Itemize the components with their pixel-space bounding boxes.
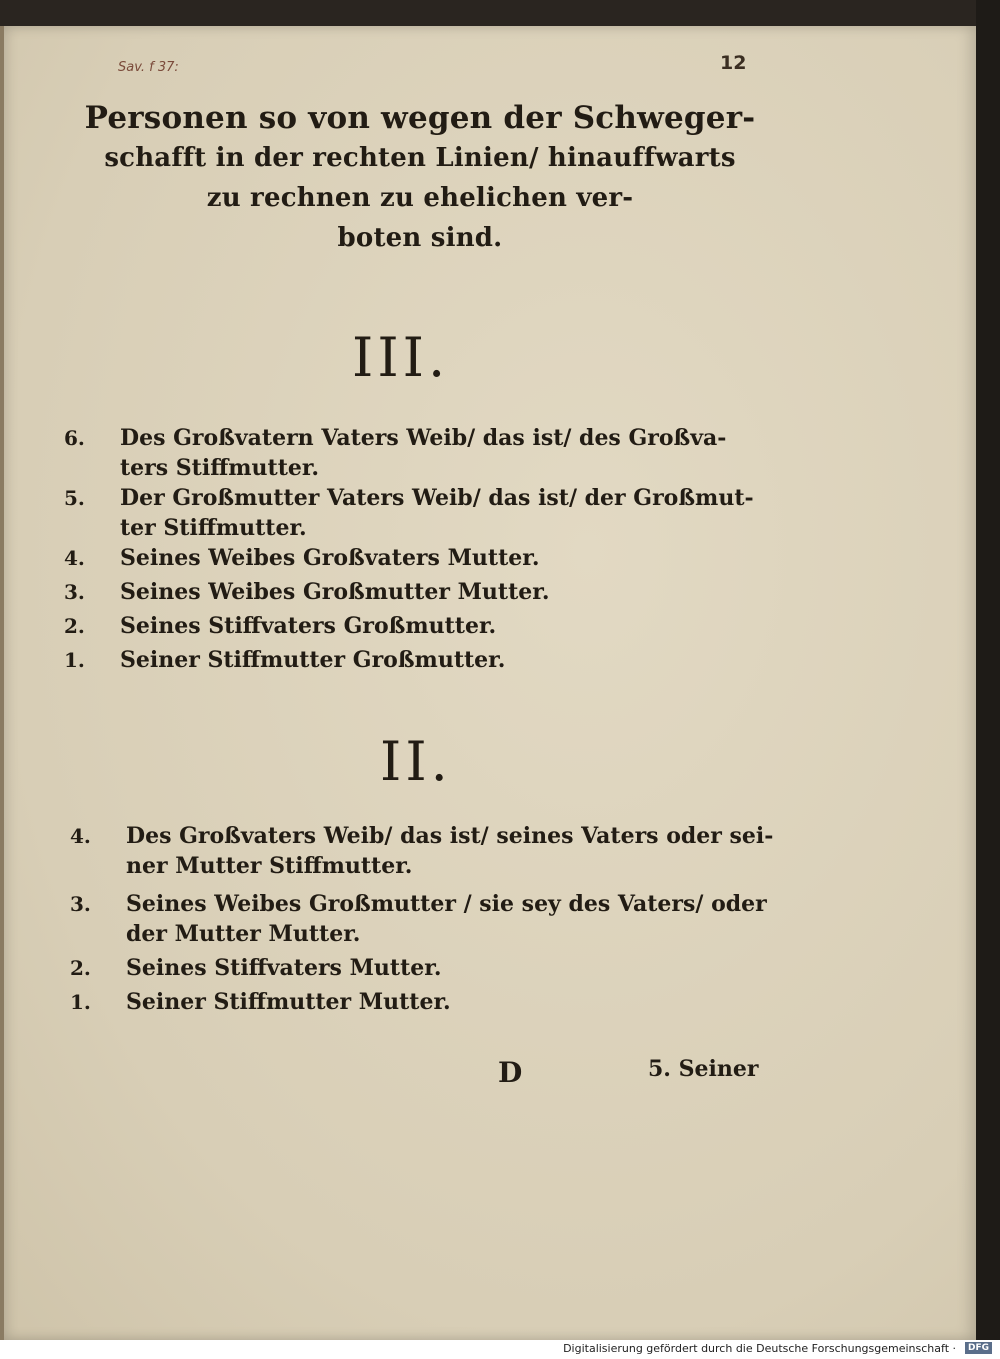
shelfmark: Sav. f 37: (118, 60, 179, 75)
entry-text: Des Großvaters Weib/ das ist/ seines Vaters oder sei- (126, 823, 774, 849)
entry-text: Seines Weibes Großmutter / sie sey des Vaters/ oder (126, 891, 767, 917)
entry-text: Seiner Stiffmutter Großmutter. (120, 647, 506, 673)
section-numeral-ii: II. (380, 730, 452, 793)
entry-number: 4. (64, 546, 85, 570)
title-line-4: boten sind. (337, 223, 503, 253)
entry-number: 3. (70, 892, 91, 916)
scan-border (976, 0, 1000, 1359)
footer-bar (0, 1340, 1000, 1359)
entry-text: Des Großvatern Vaters Weib/ das ist/ des Großva- (120, 425, 727, 451)
entry-continuation: ner Mutter Stiffmutter. (126, 853, 413, 879)
entry-number: 1. (64, 648, 85, 672)
catchword: 5. Seiner (648, 1056, 759, 1082)
section-numeral-iii: III. (352, 326, 450, 389)
entry-continuation: ter Stiffmutter. (120, 515, 307, 541)
footer-credit: Digitalisierung gefördert durch die Deutsche Forschungsgemeinschaft · (563, 1342, 956, 1355)
entry-number: 3. (64, 580, 85, 604)
page-number: 12 (720, 52, 747, 74)
signature-mark: D (498, 1056, 523, 1089)
entry-continuation: der Mutter Mutter. (126, 921, 361, 947)
dfg-logo: DFG (965, 1342, 992, 1354)
title-line-1: Personen so von wegen der Schweger- (84, 100, 756, 136)
entry-number: 2. (64, 614, 85, 638)
entry-text: Seiner Stiffmutter Mutter. (126, 989, 451, 1015)
title-line-3: zu rechnen zu ehelichen ver- (206, 183, 634, 213)
entry-continuation: ters Stiffmutter. (120, 455, 320, 481)
entry-number: 5. (64, 486, 85, 510)
page-title (60, 98, 780, 258)
entry-text: Seines Stiffvaters Mutter. (126, 955, 442, 981)
title-line-2: schafft in der rechten Linien/ hinauffwarts (104, 143, 736, 173)
entry-text: Der Großmutter Vaters Weib/ das ist/ der Großmut- (120, 485, 754, 511)
entry-number: 6. (64, 426, 85, 450)
entry-number: 2. (70, 956, 91, 980)
entry-number: 1. (70, 990, 91, 1014)
entry-number: 4. (70, 824, 91, 848)
entry-text: Seines Weibes Großmutter Mutter. (120, 579, 550, 605)
entry-text: Seines Weibes Großvaters Mutter. (120, 545, 540, 571)
entry-text: Seines Stiffvaters Großmutter. (120, 613, 497, 639)
